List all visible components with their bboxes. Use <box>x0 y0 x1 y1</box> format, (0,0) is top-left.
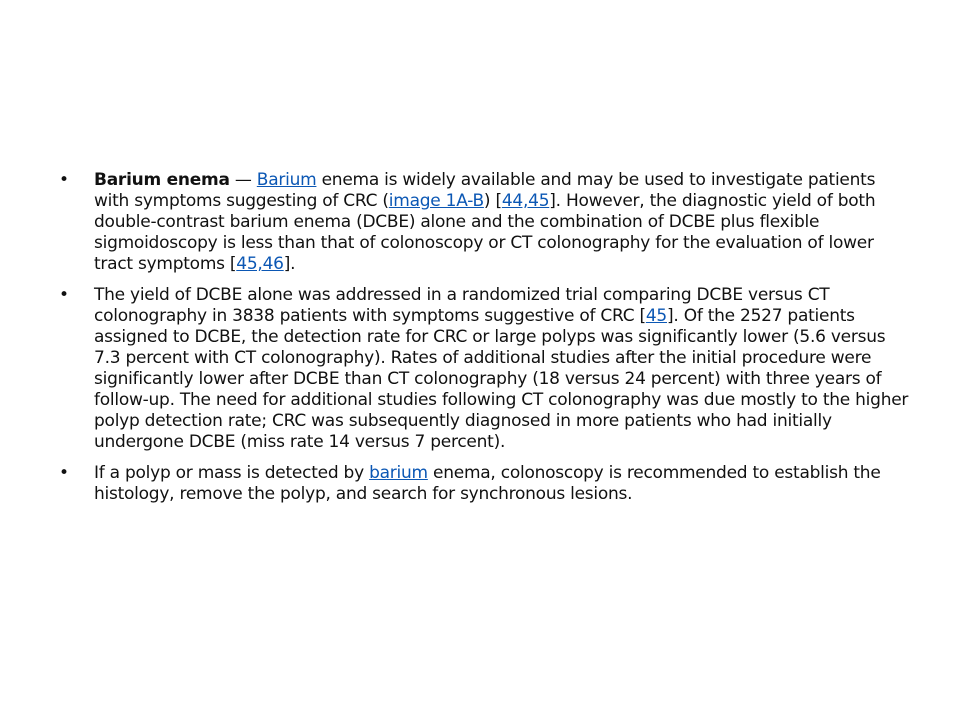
bullet-text: ]. <box>283 254 296 274</box>
bullet-dash: — <box>229 170 257 190</box>
slide-content <box>57 170 910 515</box>
bullet-text: enema, colonoscopy is recommended to establish the histology, remove the polyp, and search for synchronous lesions. <box>94 463 881 504</box>
bullet-list <box>57 170 910 505</box>
reference-44-45-link[interactable]: 44,45 <box>501 191 550 211</box>
image-1a-b-link[interactable]: image 1A-B <box>388 191 484 211</box>
bullet-text: ]. However, the diagnostic yield of both double-contrast barium enema (DCBE) alone and the combination of DCBE plus flexible sigmoidoscopy is less than that of colonoscopy or CT colonography for the evaluation of lower tract symptoms [ <box>94 191 876 274</box>
bullet-text: enema is widely available and may be used to investigate patients with symptoms suggesting of CRC ( <box>94 170 876 211</box>
bullet-text: ) [ <box>483 191 502 211</box>
bullet-term: Barium enema <box>94 170 230 190</box>
reference-45-link[interactable]: 45 <box>645 306 667 326</box>
reference-45-46-link[interactable]: 45,46 <box>236 254 284 274</box>
barium-link[interactable]: Barium <box>256 170 317 190</box>
bullet-polyp-detected <box>57 463 910 505</box>
bullet-dcbe-yield <box>57 285 910 453</box>
bullet-barium-enema <box>57 170 910 275</box>
bullet-text: ]. Of the 2527 patients assigned to DCBE, the detection rate for CRC or large polyps was significantly lower (5.6 versus 7.3 percent with CT colonography). Rates of additional studies after the initial procedure were significantly lower after DCBE than CT colonography (18 versus 24 percent) with three years of follow-up. The need for additional studies following CT colonography was due mostly to the higher polyp detection rate; CRC was subsequently diagnosed in more patients who had initially undergone DCBE (miss rate 14 versus 7 percent). <box>94 306 909 452</box>
bullet-text: The yield of DCBE alone was addressed in a randomized trial comparing DCBE versus CT colonography in 3838 patients with symptoms suggestive of CRC [ <box>94 285 830 326</box>
barium-link[interactable]: barium <box>369 463 428 483</box>
bullet-text: If a polyp or mass is detected by <box>94 463 370 483</box>
